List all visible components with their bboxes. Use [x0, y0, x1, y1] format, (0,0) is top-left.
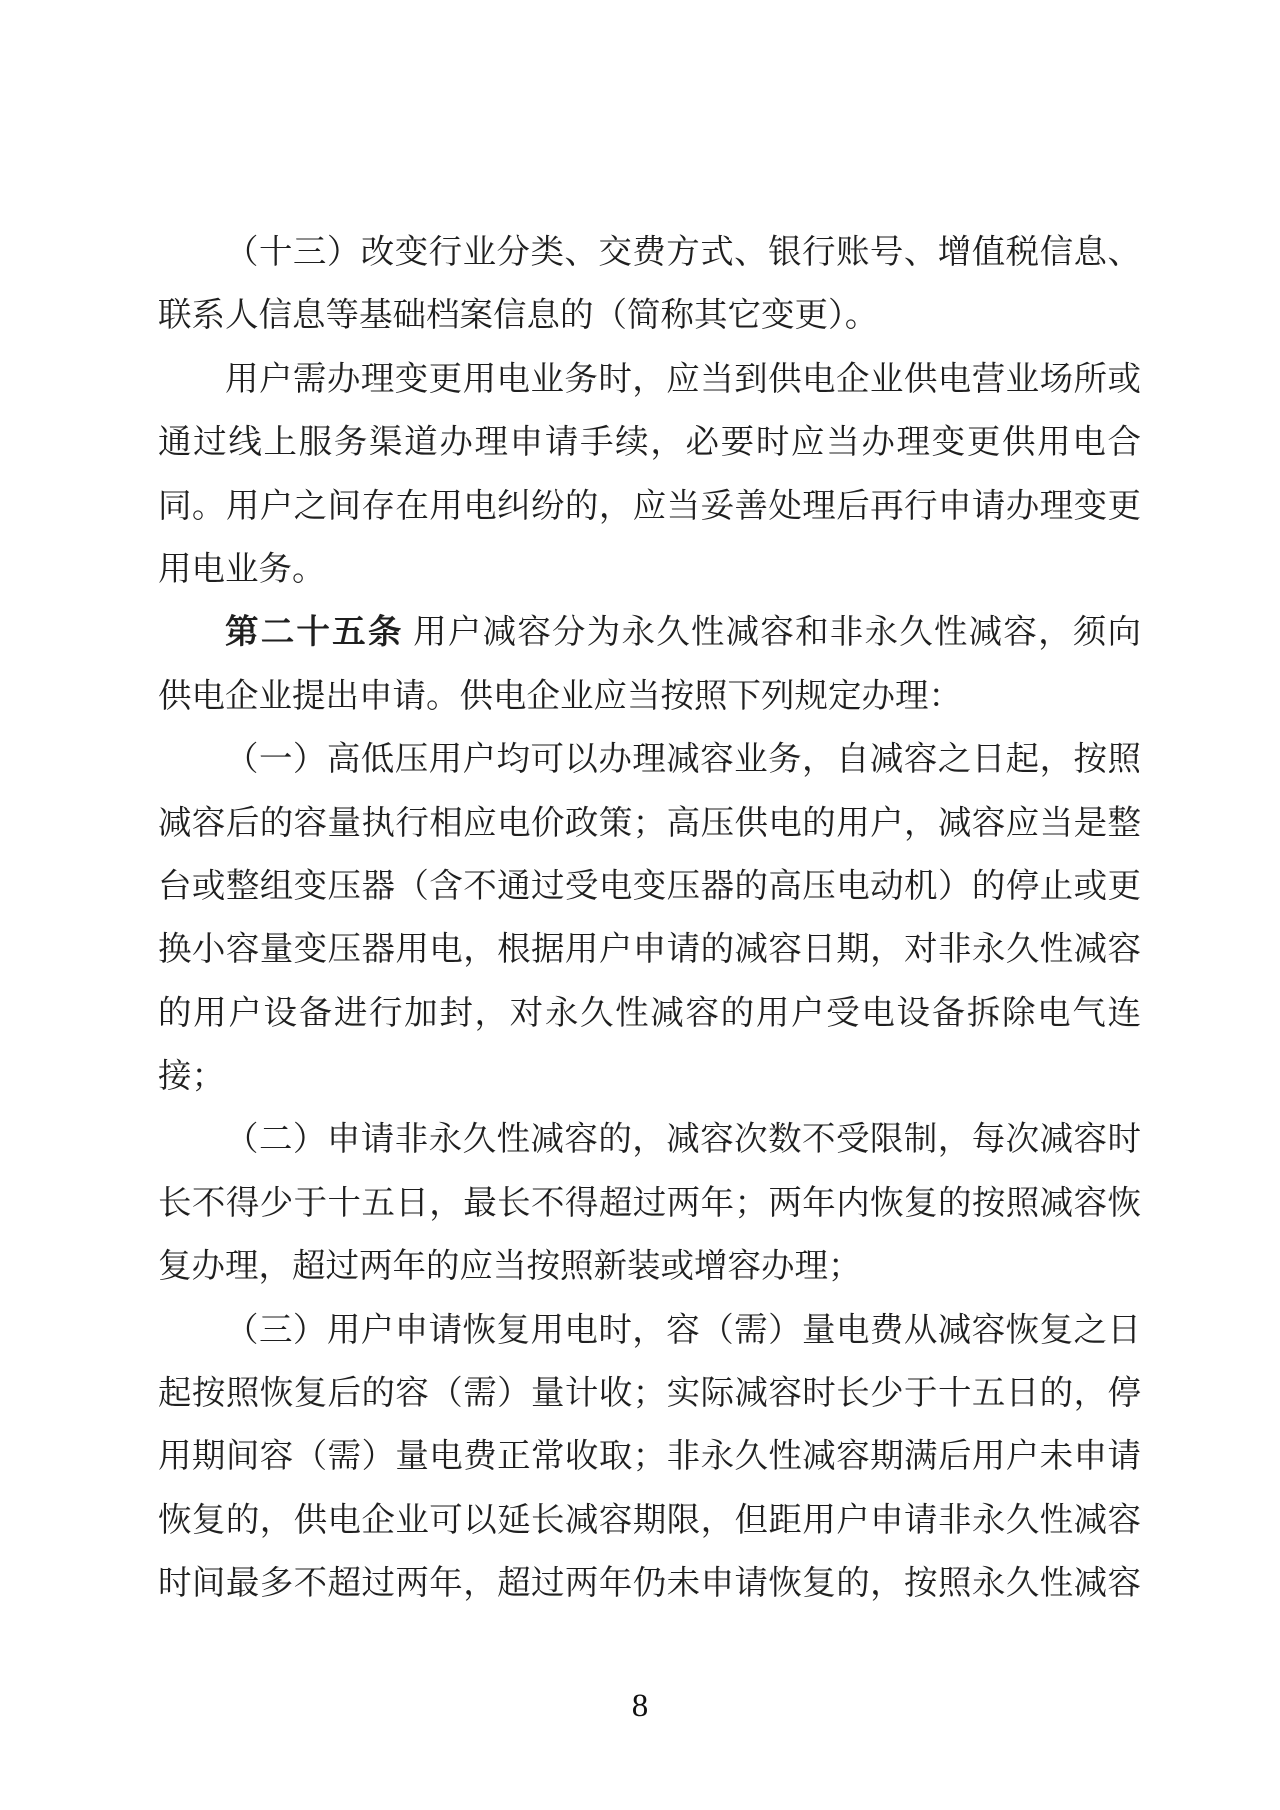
text-run: 用电业务。 [158, 550, 326, 588]
paragraph-article-25-item-3 [158, 1299, 1141, 1616]
text-line [158, 1425, 1141, 1488]
text-run: （一）高低压用户均可以办理减容业务，自减容之日起，按照 [225, 741, 1141, 779]
text-line [158, 284, 1141, 347]
text-line [158, 1108, 1141, 1171]
text-line [158, 1299, 1141, 1362]
text-run: 用户需办理变更用电业务时，应当到供电企业供电营业场所或 [225, 360, 1141, 398]
text-run: 通过线上服务渠道办理申请手续，必要时应当办理变更供用电合 [158, 424, 1141, 462]
text-line [158, 728, 1141, 791]
text-line [158, 792, 1141, 855]
text-run: （二）申请非永久性减容的，减容次数不受限制，每次减容时 [225, 1121, 1141, 1159]
text-run: （十三）改变行业分类、交费方式、银行账号、增值税信息、 [225, 234, 1141, 271]
document-body [158, 221, 1141, 1616]
paragraph-article-25-intro [158, 601, 1141, 728]
paragraph-item-13-continuation [158, 221, 1141, 348]
text-run: 用期间容（需）量电费正常收取；非永久性减容期满后用户未申请 [158, 1438, 1141, 1476]
paragraph-article-25-item-2 [158, 1108, 1141, 1298]
text-line [158, 918, 1141, 981]
text-line [158, 982, 1141, 1045]
text-run: 减容后的容量执行相应电价政策；高压供电的用户，减容应当是整 [158, 804, 1141, 842]
text-run: 接； [158, 1058, 225, 1096]
text-run: 的用户设备进行加封，对永久性减容的用户受电设备拆除电气连 [158, 994, 1141, 1032]
text-line [158, 1172, 1141, 1235]
text-run: 起按照恢复后的容（需）量计收；实际减容时长少于十五日的，停 [158, 1375, 1141, 1413]
text-line [158, 221, 1141, 284]
text-run: 台或整组变压器（含不通过受电变压器的高压电动机）的停止或更 [158, 867, 1141, 905]
text-line [158, 1045, 1141, 1108]
text-line [158, 1552, 1141, 1615]
text-line [158, 538, 1141, 601]
text-line [158, 601, 1141, 664]
text-run: （三）用户申请恢复用电时，容（需）量电费从减容恢复之日 [225, 1311, 1141, 1349]
text-run: 换小容量变压器用电，根据用户申请的减容日期，对非永久性减容 [158, 931, 1141, 969]
text-run: 联系人信息等基础档案信息的（简称其它变更）。 [158, 297, 879, 335]
text-line [158, 1362, 1141, 1425]
article-number-bold: 第二十五条 [225, 614, 404, 652]
text-run: 供电企业提出申请。供电企业应当按照下列规定办理： [158, 677, 962, 715]
text-run: 长不得少于十五日，最长不得超过两年；两年内恢复的按照减容恢 [158, 1184, 1141, 1222]
text-run: 复办理，超过两年的应当按照新装或增容办理； [158, 1248, 862, 1286]
text-line [158, 348, 1141, 411]
text-run: 恢复的，供电企业可以延长减容期限，但距用户申请非永久性减容 [158, 1501, 1141, 1539]
text-line [158, 665, 1141, 728]
text-line [158, 1489, 1141, 1552]
paragraph-change-of-service-procedure [158, 348, 1141, 602]
paragraph-article-25-item-1 [158, 728, 1141, 1108]
text-line [158, 411, 1141, 474]
text-run: 时间最多不超过两年，超过两年仍未申请恢复的，按照永久性减容 [158, 1565, 1141, 1603]
page-number: 8 [631, 1688, 649, 1724]
text-line [158, 475, 1141, 538]
text-line [158, 855, 1141, 918]
text-run: 用户减容分为永久性减容和非永久性减容，须向 [403, 614, 1141, 652]
text-run: 同。用户之间存在用电纠纷的，应当妥善处理后再行申请办理变更 [158, 487, 1141, 525]
text-line [158, 1235, 1141, 1298]
